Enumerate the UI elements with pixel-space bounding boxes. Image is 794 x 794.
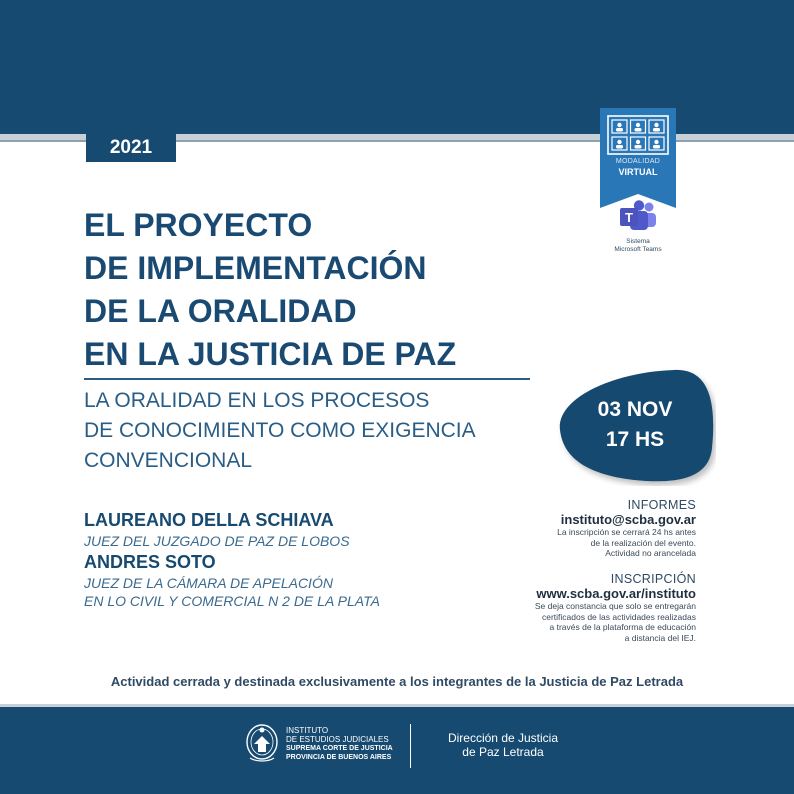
direccion-name [438, 731, 568, 759]
informes-note: Actividad no arancelada [605, 548, 696, 558]
institute-line: SUPREMA CORTE DE JUSTICIA [286, 745, 393, 752]
closing-note: Actividad cerrada y destinada exclusivamente a los integrantes de la Justicia de Paz Letrada [110, 674, 684, 689]
inscripcion-block [535, 572, 696, 643]
institute-line: PROVINCIA DE BUENOS AIRES [286, 754, 392, 761]
informes-block [557, 498, 696, 559]
subtitle-line: DE CONOCIMIENTO COMO EXIGENCIA [84, 419, 476, 442]
informes-note: de la realización del evento. [590, 537, 696, 548]
speaker-role-line: JUEZ DEL JUZGADO DE PAZ DE LOBOS [84, 533, 350, 549]
footer-divider [410, 724, 411, 768]
informes-heading: INFORMES [627, 498, 696, 512]
event-datetime [562, 395, 708, 455]
title-line: DE IMPLEMENTACIÓN [84, 250, 427, 286]
informes-email[interactable]: instituto@scba.gov.ar [560, 512, 696, 527]
event-subtitle [84, 386, 544, 476]
inscripcion-note: certificados de las actividades realizadas [541, 611, 696, 622]
institutional-seal-icon [244, 722, 280, 764]
informes-note: La inscripción se cerrará 24 hs antes [557, 527, 696, 537]
footer-banner [0, 707, 794, 794]
institute-line: INSTITUTO [286, 726, 329, 735]
institute-name [286, 726, 393, 762]
institute-line: DE ESTUDIOS JUDICIALES [286, 735, 389, 744]
event-title [84, 204, 554, 376]
direccion-line: de Paz Letrada [462, 745, 544, 759]
inscripcion-url[interactable]: www.scba.gov.ar/instituto [536, 586, 696, 601]
teams-label-line2: Microsoft Teams [614, 246, 662, 253]
inscripcion-note: a distancia del IEJ. [624, 632, 696, 643]
speaker-role-line: EN LO CIVIL Y COMERCIAL N 2 DE LA PLATA [84, 593, 380, 609]
badge-modalidad-label: MODALIDAD [615, 158, 661, 165]
direccion-line: Dirección de Justicia [447, 731, 559, 745]
speaker-role [84, 574, 380, 610]
teams-label [598, 238, 678, 254]
microsoft-teams-icon [618, 200, 658, 234]
svg-text:T: T [625, 210, 633, 225]
speaker-name: LAUREANO DELLA SCHIAVA [84, 510, 334, 530]
speaker-role-line: JUEZ DE LA CÁMARA DE APELACIÓN [84, 575, 333, 591]
title-line: EL PROYECTO [84, 207, 313, 243]
title-line: DE LA ORALIDAD [84, 293, 357, 329]
subtitle-line: CONVENCIONAL [84, 449, 253, 472]
subtitle-line: LA ORALIDAD EN LOS PROCESOS [84, 389, 430, 412]
inscripcion-note: a través de la plataforma de educación [549, 622, 696, 632]
title-line: EN LA JUSTICIA DE PAZ [84, 336, 457, 372]
event-time: 17 HS [605, 428, 665, 451]
speaker-role [84, 532, 350, 550]
year-tab: 2021 [86, 134, 176, 162]
inscripcion-heading: INSCRIPCIÓN [610, 572, 696, 586]
event-date: 03 NOV [597, 398, 673, 421]
teams-label-line1: Sistema [626, 238, 650, 245]
title-underline [84, 378, 530, 380]
badge-virtual-label: VIRTUAL [618, 167, 658, 177]
inscripcion-note: Se deja constancia que solo se entregarán [534, 601, 696, 611]
speaker-name: ANDRES SOTO [84, 552, 216, 572]
